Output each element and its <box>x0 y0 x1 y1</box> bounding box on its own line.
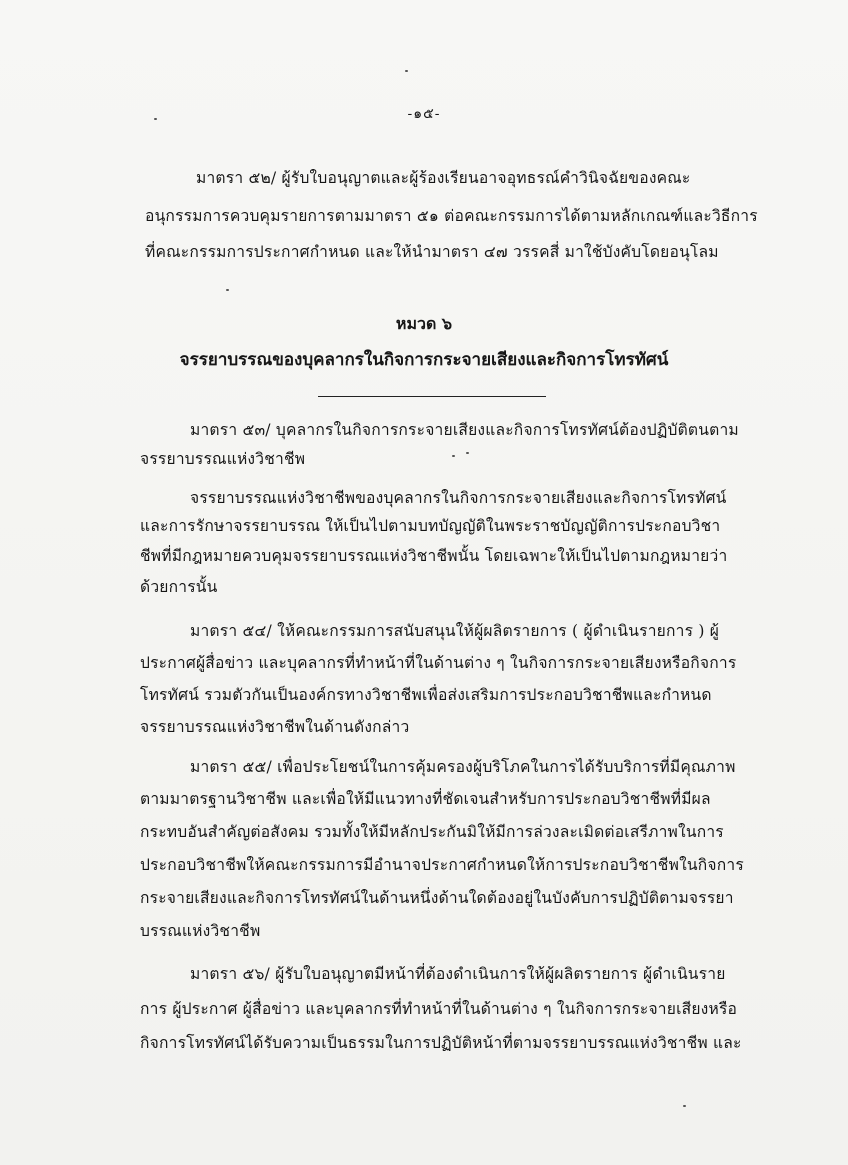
section-52-line-2: อนุกรรมการควบคุมรายการตามมาตรา ๕๑ ต่อคณะกรรมการได้ตามหลักเกณฑ์และวิธีการ <box>145 207 758 225</box>
chapter-heading: หมวด ๖ <box>395 314 453 333</box>
section-53-para2-line-2: และการรักษาจรรยาบรรณ ให้เป็นไปตามบทบัญญัติในพระราชบัญญัติการประกอบวิชา <box>140 517 721 535</box>
section-53-para2-line-3: ชีพที่มีกฎหมายควบคุมจรรยาบรรณแห่งวิชาชีพนั้น โดยเฉพาะให้เป็นไปตามกฎหมายว่า <box>140 547 728 565</box>
section-56-line-2: การ ผู้ประกาศ ผู้สื่อข่าว และบุคลากรที่ทำหน้าที่ในด้านต่าง ๆ ในกิจการกระจายเสียงหรือ <box>140 1000 738 1018</box>
chapter-title: จรรยาบรรณของบุคลากรในกิจการกระจายเสียงและกิจการโทรทัศน์ <box>179 350 669 370</box>
section-54-line-2: ประกาศผู้สื่อข่าว และบุคลากรที่ทำหน้าที่ในด้านต่าง ๆ ในกิจการกระจายเสียงหรือกิจการ <box>140 654 737 672</box>
scan-speck <box>405 70 408 72</box>
section-53-line-1: มาตรา ๕๓/ บุคลากรในกิจการกระจายเสียงและกิจการโทรทัศน์ต้องปฏิบัติตนตาม <box>190 421 739 439</box>
section-55-line-3: กระทบอันสำคัญต่อสังคม รวมทั้งให้มีหลักประกันมิให้มีการล่วงละเมิดต่อเสรีภาพในการ <box>140 823 724 841</box>
page-number: -๑๕- <box>407 106 441 122</box>
heading-underline <box>318 396 546 397</box>
section-55-line-1: มาตรา ๕๕/ เพื่อประโยชน์ในการคุ้มครองผู้บริโภคในการได้รับบริการที่มีคุณภาพ <box>190 758 736 776</box>
section-56-line-1: มาตรา ๕๖/ ผู้รับใบอนุญาตมีหน้าที่ต้องดำเนินการให้ผู้ผลิตรายการ ผู้ดำเนินราย <box>190 965 726 983</box>
scan-speck <box>452 455 455 457</box>
section-54-line-1: มาตรา ๕๔/ ให้คณะกรรมการสนับสนุนให้ผู้ผลิตรายการ ( ผู้ดำเนินรายการ ) ผู้ <box>190 622 720 640</box>
scan-speck <box>683 1105 686 1107</box>
scan-speck <box>154 118 157 120</box>
section-55-line-6: บรรณแห่งวิชาชีพ <box>140 922 261 940</box>
scan-speck <box>466 452 469 454</box>
section-55-line-5: กระจายเสียงและกิจการโทรทัศน์ในด้านหนึ่งด้านใดต้องอยู่ในบังคับการปฏิบัติตามจรรยา <box>140 889 734 907</box>
scan-speck <box>226 289 229 291</box>
section-55-line-2: ตามมาตรฐานวิชาชีพ และเพื่อให้มีแนวทางที่ชัดเจนสำหรับการประกอบวิชาชีพที่มีผล <box>140 790 711 808</box>
section-54-line-4: จรรยาบรรณแห่งวิชาชีพในด้านดังกล่าว <box>140 718 410 736</box>
section-53-para2-line-4: ด้วยการนั้น <box>140 578 218 596</box>
section-53-line-2: จรรยาบรรณแห่งวิชาชีพ <box>140 450 306 468</box>
section-52-line-1: มาตรา ๕๒/ ผู้รับใบอนุญาตและผู้ร้องเรียนอาจอุทธรณ์คำวินิจฉัยของคณะ <box>196 169 691 187</box>
section-56-line-3: กิจการโทรทัศน์ได้รับความเป็นธรรมในการปฏิบัติหน้าที่ตามจรรยาบรรณแห่งวิชาชีพ และ <box>140 1034 742 1052</box>
section-54-line-3: โทรทัศน์ รวมตัวกันเป็นองค์กรทางวิชาชีพเพื่อส่งเสริมการประกอบวิชาชีพและกำหนด <box>140 686 712 704</box>
section-52-line-3: ที่คณะกรรมการประกาศกำหนด และให้นำมาตรา ๔๗ วรรคสี่ มาใช้บังคับโดยอนุโลม <box>145 243 719 261</box>
section-55-line-4: ประกอบวิชาชีพให้คณะกรรมการมีอำนาจประกาศกำหนดให้การประกอบวิชาชีพในกิจการ <box>140 856 744 874</box>
section-53-para2-line-1: จรรยาบรรณแห่งวิชาชีพของบุคลากรในกิจการกระจายเสียงและกิจการโทรทัศน์ <box>190 489 727 507</box>
